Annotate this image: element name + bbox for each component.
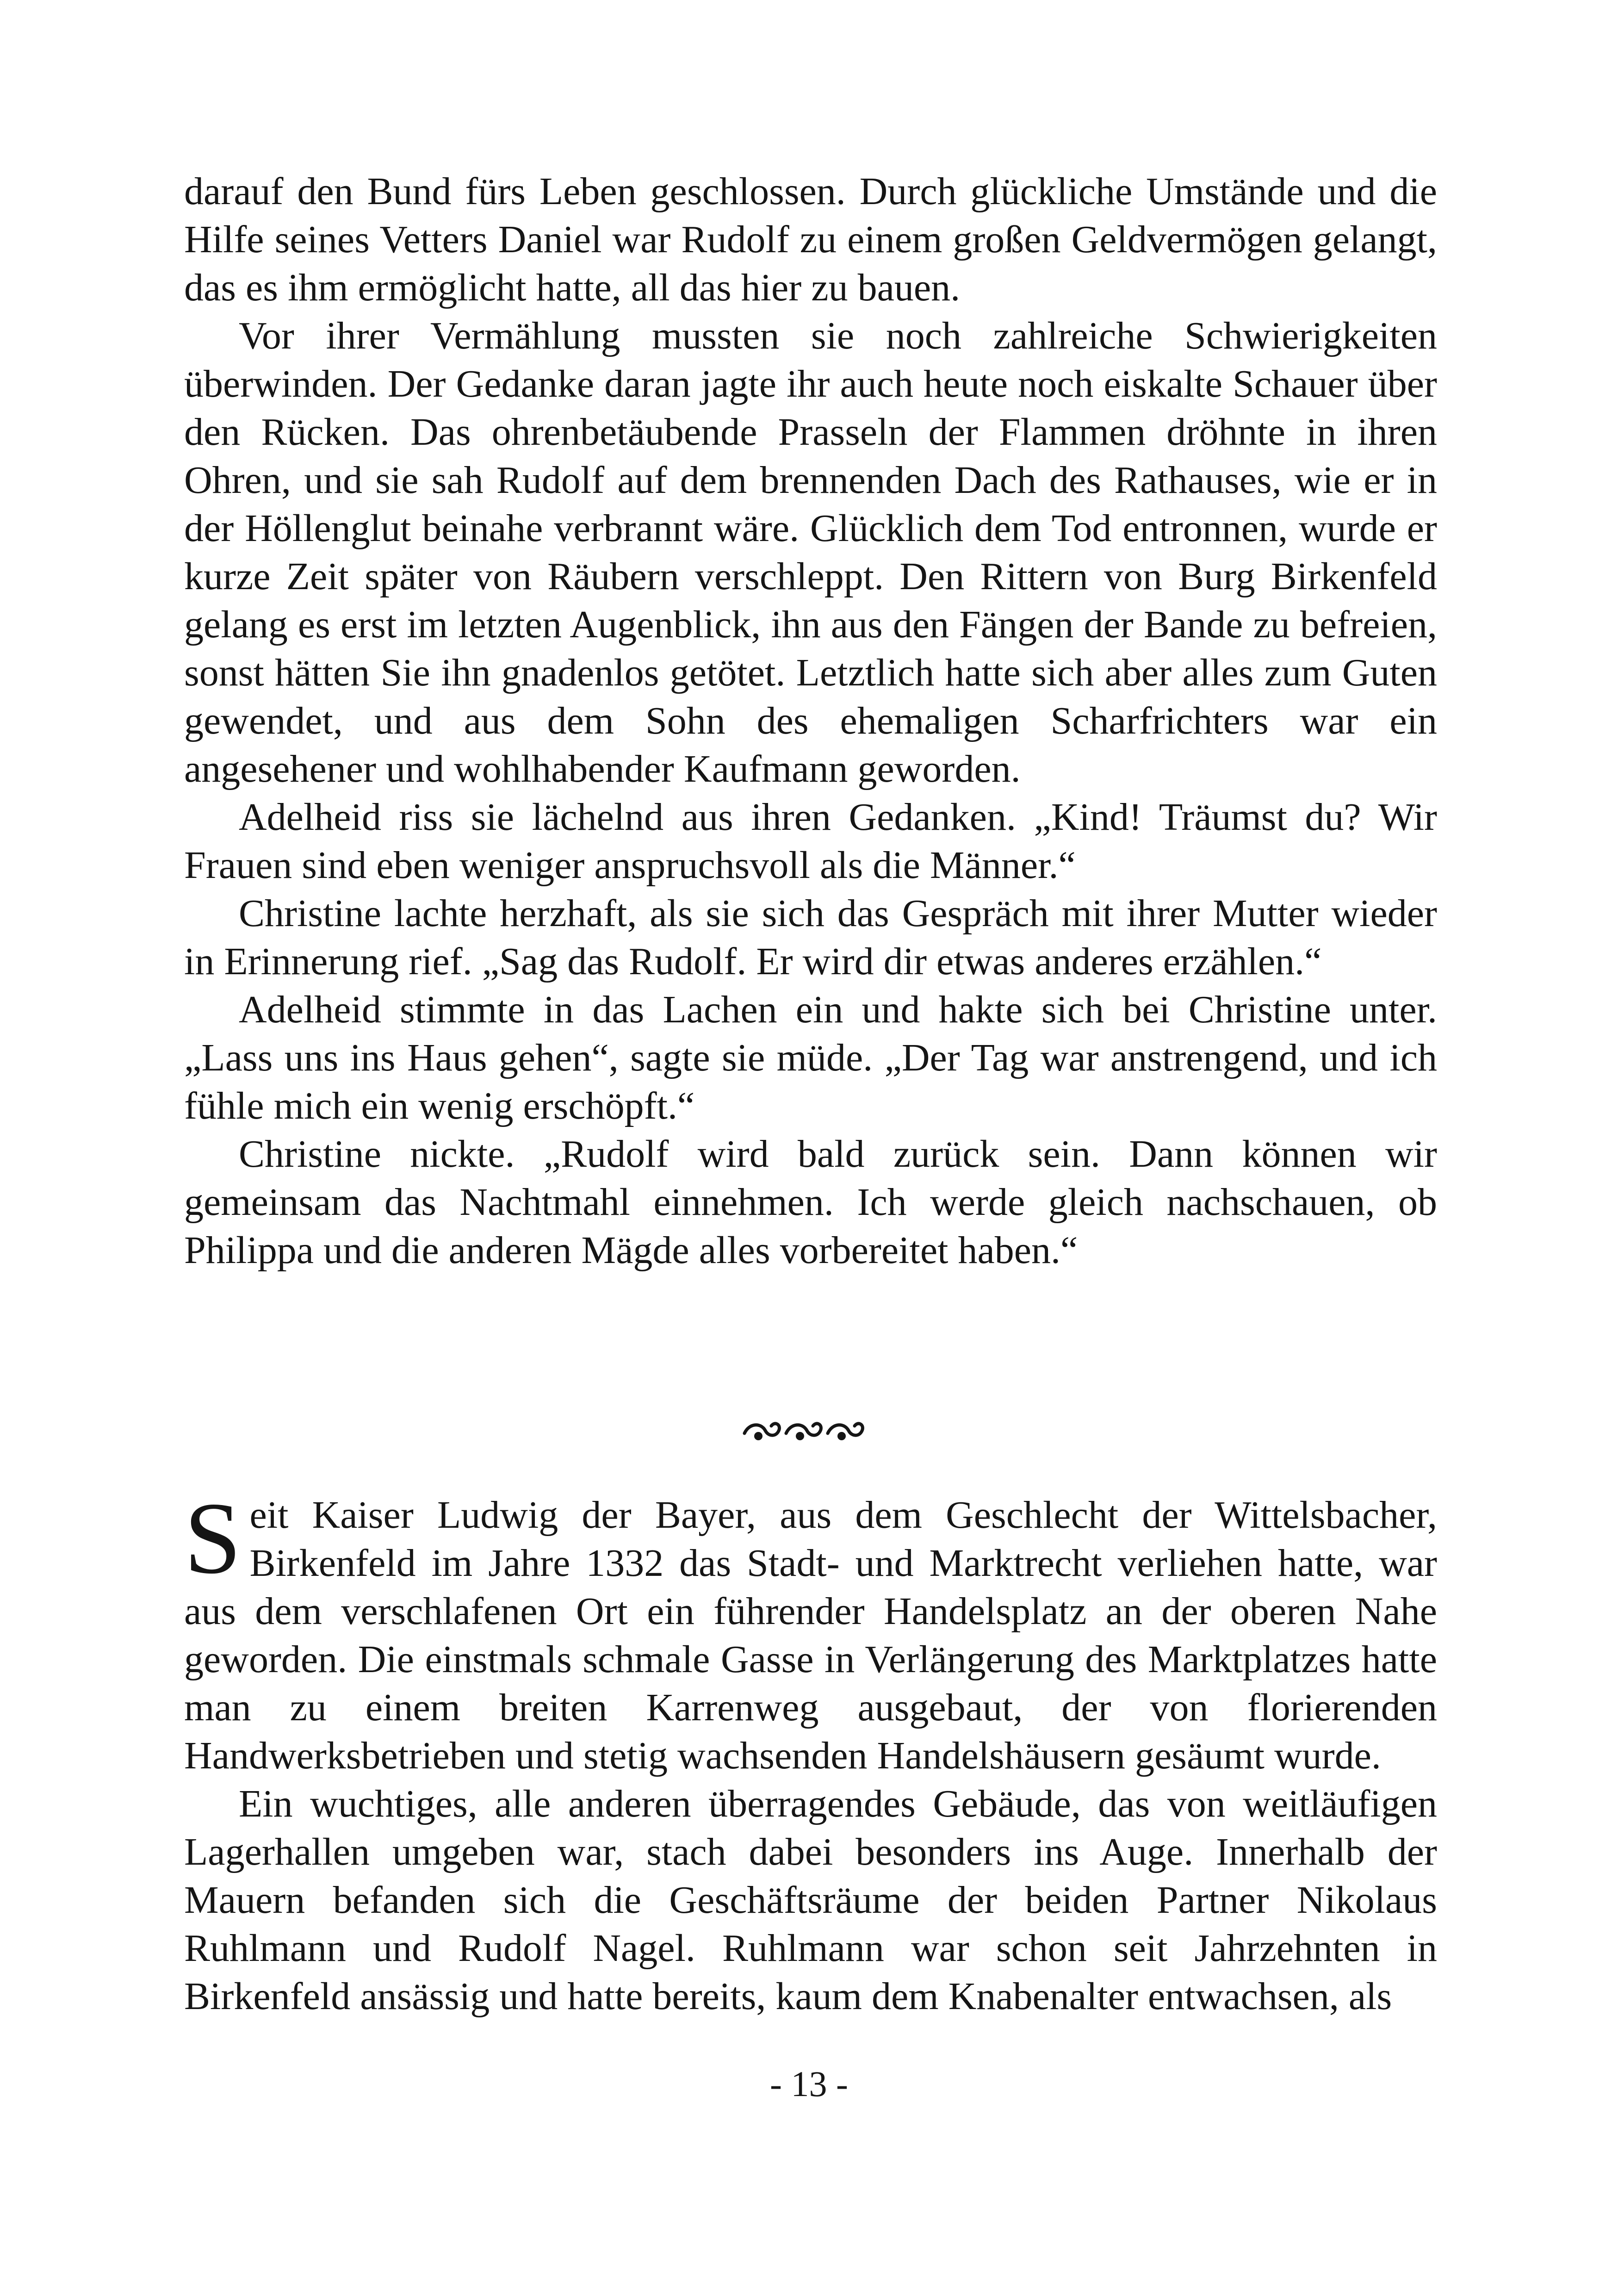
paragraph-with-dropcap xyxy=(184,1481,1437,1780)
paragraph: Adelheid riss sie lächelnd aus ihren Gedanken. „Kind! Träumst du? Wir Frauen sind eben weniger anspruchsvoll als die Männer.“ xyxy=(184,796,1437,887)
paragraph: Vor ihrer Vermählung mussten sie noch zahlreiche Schwierigkeiten überwinden. Der Gedanke daran jagte ihr auch heute noch eiskalte Schauer über den Rücken. Das ohrenbetäubende Prasseln der Flammen dröhnte in ihren Ohren, und sie sah Rudolf auf dem brennenden Dach des Rathauses, wie er in der Höllenglut beinahe verbrannt wäre. Glücklich dem Tod entronnen, wurde er kurze Zeit später von Räubern verschleppt. Den Rittern von Burg Birkenfeld gelang es erst im letzten Augenblick, ihn aus den Fängen der Bande zu befreien, sonst hätten Sie ihn gnadenlos getötet. Letztlich hatte sich aber alles zum Guten gewendet, und aus dem Sohn des ehemaligen Scharfrichters war ein angesehener und wohlhabender Kaufmann geworden. xyxy=(184,314,1437,790)
paragraph: Adelheid stimmte in das Lachen ein und hakte sich bei Christine unter. „Lass uns ins Haus gehen“, sagte sie müde. „Der Tag war anstrengend, und ich fühle mich ein wenig erschöpft.“ xyxy=(184,988,1437,1127)
dropcap: S xyxy=(184,1481,242,1595)
text-block-top xyxy=(184,168,1437,1275)
page-number: - 13 - xyxy=(770,2064,848,2104)
paragraph: Christine lachte herzhaft, als sie sich das Gespräch mit ihrer Mutter wieder in Erinnerung rief. „Sag das Rudolf. Er wird dir etwas anderes erzählen.“ xyxy=(184,892,1437,983)
text-block-bottom xyxy=(184,1481,1437,2021)
ornament-icon xyxy=(740,1414,879,1446)
paragraph: Christine nickte. „Rudolf wird bald zurück sein. Dann können wir gemeinsam das Nachtmahl einnehmen. Ich werde gleich nachschauen, ob Philippa und die anderen Mägde alles vorbereitet haben.“ xyxy=(184,1132,1437,1272)
paragraph: Ein wuchtiges, alle anderen überragendes Gebäude, das von weitläufigen Lagerhallen umgeben war, stach dabei besonders ins Auge. Innerhalb der Mauern befanden sich die Geschäftsräume der beiden Partner Nikolaus Ruhlmann und Rudolf Nagel. Ruhlmann war schon seit Jahrzehnten in Birkenfeld ansässig und hatte bereits, kaum dem Knabenalter entwachsen, als xyxy=(184,1782,1437,2018)
paragraph: darauf den Bund fürs Leben geschlossen. Durch glückliche Umstände und die Hilfe seines Vetters Daniel war Rudolf zu einem großen Geldvermögen gelangt, das es ihm ermöglicht hatte, all das hier zu bauen. xyxy=(184,170,1437,309)
paragraph-text: eit Kaiser Ludwig der Bayer, aus dem Geschlecht der Wittelsbacher, Birkenfeld im Jahre 1332 das Stadt- und Marktrecht verliehen hatte, war aus dem verschlafenen Ort ein führender Handelsplatz an der oberen Nahe geworden. Die einstmals schmale Gasse in Verlängerung des Marktplatzes hatte man zu einem breiten Karrenweg ausgebaut, der von florierenden Handwerksbetrieben und stetig wachsenden Handelshäusern gesäumt wurde. xyxy=(184,1493,1437,1777)
section-separator-ornament xyxy=(0,1410,1618,1447)
